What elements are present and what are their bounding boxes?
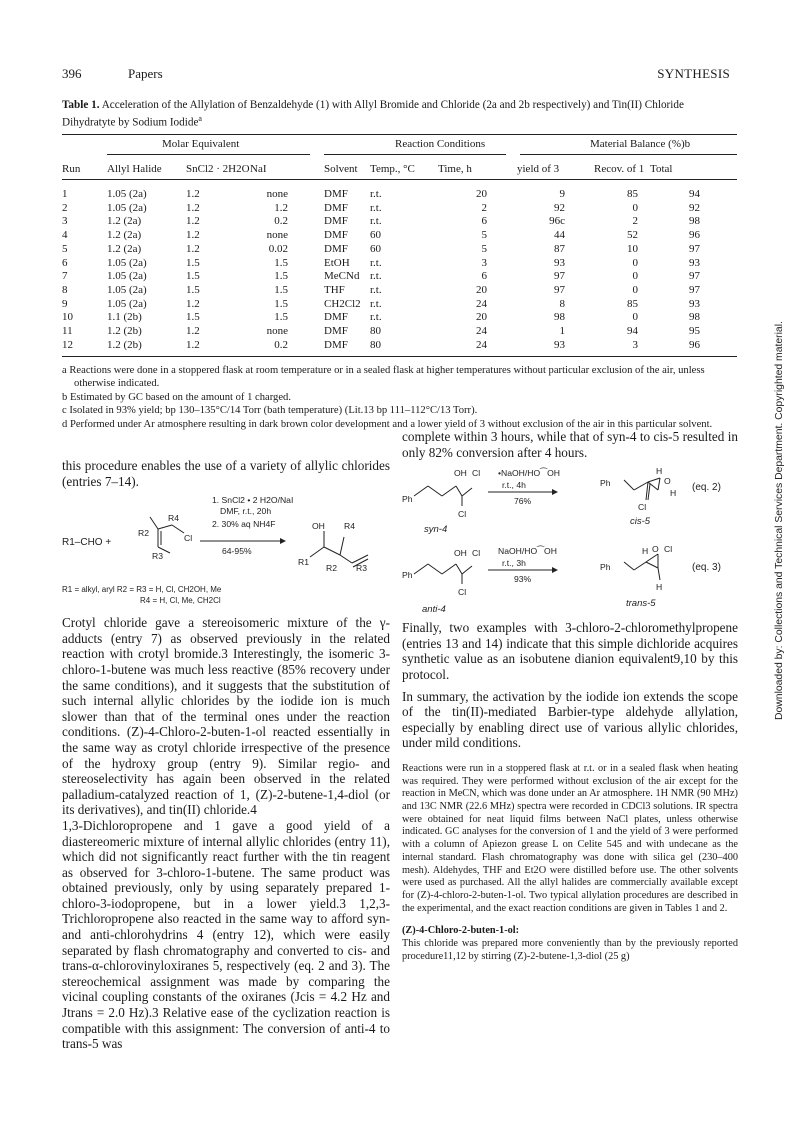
table-cell: MeCNd (324, 270, 360, 283)
table-cell: 5 (481, 242, 487, 255)
scheme-1-reagent-1: 1. SnCl2 • 2 H2O/NaI (212, 495, 294, 506)
table-cell: 1.2 (2a) (107, 215, 142, 228)
table-cell: DMF (324, 325, 348, 337)
table-cell: 80 (370, 325, 381, 337)
table-cell: 1.2 (2b) (107, 338, 142, 351)
scheme-1-product-r1: R1 (298, 557, 309, 568)
eq2-product-h: H (656, 466, 663, 477)
page-number: 396 (62, 66, 82, 81)
table-cell: 24 (476, 338, 487, 351)
eq2-start-label: syn-4 (424, 524, 448, 536)
eq2-product-ph: Ph (600, 478, 611, 489)
right-paragraph-1: complete within 3 hours, while that of syn-4 to cis-5 resulted in only 82% conversion after 4 hours. (402, 429, 738, 460)
eq3-cl: Cl (458, 587, 467, 598)
table-cell: 1.5 (274, 311, 288, 324)
data-table (62, 134, 737, 356)
table-cell: 93 (554, 256, 565, 269)
table-cell: 3 (481, 256, 487, 269)
table-cell: r.t. (370, 256, 382, 269)
footnote-c: c Isolated in 93% yield; bp 130–135°C/14 Torr (bath temperature) (Lit.13 bp 111–112°C/13 Torr). (62, 405, 478, 417)
table-cell: 52 (627, 229, 638, 242)
column-header: Run (62, 163, 81, 175)
table-caption-mark: a (198, 114, 202, 123)
scheme-1-r3: R3 (152, 551, 163, 562)
table-cell: 6 (62, 256, 68, 269)
scheme-1-oh: OH (312, 521, 325, 532)
table-cell: 1.2 (186, 215, 200, 228)
table-cell: 80 (370, 338, 381, 351)
table-cell: 20 (476, 188, 487, 200)
table-cell: EtOH (324, 256, 350, 269)
table-caption-label: Table 1. (62, 99, 100, 111)
table-cell: 1.1 (2b) (107, 311, 142, 324)
scheme-1-yield: 64-95% (222, 546, 252, 557)
table-cell: 6 (481, 270, 487, 283)
equation-2 (402, 460, 738, 540)
table-cell: 3 (632, 338, 638, 351)
table-cell: 1 (559, 325, 565, 337)
table-cell: 9 (559, 188, 565, 200)
table-cell: 7 (62, 270, 68, 283)
eq3-product-label: trans-5 (626, 598, 656, 610)
column-header: Time, h (438, 163, 472, 175)
column-header: Total (650, 163, 673, 175)
table-cell: 1.2 (274, 201, 288, 214)
table-cell: 1.05 (2a) (107, 270, 147, 283)
left-column (62, 458, 390, 1052)
scheme-1-reagent-2: DMF, r.t., 20h (220, 506, 272, 517)
table-cell: 96 (689, 338, 700, 351)
equation-3 (402, 540, 738, 620)
table-cell: THF (324, 283, 345, 296)
scheme-1-reagent-3: 2. 30% aq NH4F (212, 519, 276, 530)
table-cell: 5 (62, 242, 68, 255)
eq3-product-cl: Cl (664, 544, 673, 555)
table-cell: DMF (324, 242, 348, 255)
table-cell: 1.5 (186, 311, 200, 324)
column-header: Recov. of 1 (594, 163, 645, 175)
table-cell: 0 (632, 270, 638, 283)
table-cell: 97 (689, 270, 700, 283)
table-cell: 92 (554, 201, 565, 214)
table-cell: r.t. (370, 297, 382, 310)
table-cell: 0.2 (274, 215, 288, 228)
table-cell: CH2Cl2 (324, 297, 361, 310)
column-header: NaI (250, 163, 267, 175)
eq3-reagent-1: NaOH/HO⁀OH (498, 546, 557, 557)
table-cell: 1.2 (186, 188, 200, 200)
eq2-product-cl: Cl (638, 502, 647, 513)
table-top-rule (62, 134, 737, 135)
eq3-start-label: anti-4 (422, 604, 446, 616)
experimental-heading: (Z)-4-Chloro-2-buten-1-ol: (402, 925, 520, 937)
table-cell: 1.2 (2a) (107, 229, 142, 242)
column-header: Allyl Halide (107, 163, 162, 175)
table-cell: 4 (62, 229, 68, 242)
table-cell: 1.2 (186, 297, 200, 310)
table-cell: 1.5 (186, 283, 200, 296)
table-cell: 0.02 (268, 242, 288, 255)
table-cell: 0 (632, 283, 638, 296)
table-cell: 93 (689, 256, 700, 269)
eq2-reagent-1: •NaOH/HO⁀OH (498, 468, 560, 479)
table-cell: r.t. (370, 311, 382, 324)
table-cell: 1.2 (186, 338, 200, 351)
footnote-d: d Performed under Ar atmosphere resulting in dark brown color development and a lower yield of 3 without exclusion of the air in this particular solvent. (62, 418, 713, 430)
group-header-molar: Molar Equivalent (162, 138, 240, 150)
table-cell: 1.5 (186, 270, 200, 283)
table-cell: 1.05 (2a) (107, 283, 147, 296)
eq2-product-h2: H (670, 488, 677, 499)
scheme-1-product-r3: R3 (356, 563, 367, 574)
left-paragraph-1: this procedure enables the use of a variety of allylic chlorides (entries 7–14). (62, 458, 390, 489)
table-cell: 95 (689, 325, 700, 337)
eq3-oh: OH (454, 548, 467, 559)
scheme-1 (62, 489, 390, 615)
equation-2-structures (402, 460, 738, 540)
table-cell: r.t. (370, 188, 382, 200)
experimental-paragraph-2: This chloride was prepared more conveniently than by the previously reported procedure11,12 by stirring (Z)-2-butene-1,3-diol (25 g) (402, 938, 738, 962)
group-rule-balance (520, 154, 737, 155)
table-cell: 24 (476, 325, 487, 337)
table-cell: none (266, 325, 288, 337)
right-paragraph-2: Finally, two examples with 3-chloro-2-chloromethylpropene (entries 13 and 14) indicate that this simple dichloride acquires synthetic value as an isobutene dianion equivalent9,10 by this protocol. (402, 620, 738, 682)
group-header-conditions: Reaction Conditions (395, 138, 486, 150)
table-cell: DMF (324, 188, 348, 200)
scheme-1-cl: Cl (184, 533, 193, 544)
table-cell: r.t. (370, 283, 382, 296)
column-header: Solvent (324, 163, 358, 175)
table-cell: none (266, 188, 288, 200)
eq3-product-ph: Ph (600, 562, 611, 573)
table-cell: 94 (689, 188, 700, 200)
table-cell: r.t. (370, 215, 382, 228)
eq2-product-o: O (664, 476, 671, 487)
table-cell: 1.05 (2a) (107, 188, 147, 200)
eq2-cl-top: Cl (472, 468, 481, 479)
table-cell: 97 (689, 283, 700, 296)
table-cell: 98 (689, 311, 700, 324)
column-header: SnCl2 · 2H2O (186, 163, 250, 175)
eq2-yield: 76% (514, 496, 532, 507)
scheme-1-product-r2: R2 (326, 563, 337, 574)
table-caption (62, 98, 737, 130)
table-cell: 1.05 (2a) (107, 256, 147, 269)
table-cell: 6 (481, 215, 487, 228)
table-cell: 93 (554, 338, 565, 351)
table-cell: 0 (632, 201, 638, 214)
table-cell: 0.2 (274, 338, 288, 351)
column-header: yield of 3 (517, 163, 560, 175)
experimental-paragraph: Reactions were run in a stoppered flask at r.t. or in a sealed flask when heating was required. They were performed without exclusion of the air except for the reaction in MeCN, which was done under an Ar atmosphere. 1H NMR (90 MHz) and 13C NMR (22.6 MHz) spectra were recorded in CDCl3 solutions. IR spectra were obtained for neat liquid films between NaCl plates, unless otherwise indicated. GC analyses for the conversion of 1 and the yield of 3 were performed with a column of Apiezon grease L on Celite 545 and with undecane as the internal standard. Flash chromatography was done with silica gel (230–400 mesh). Aldehydes, THF and Et2O were distilled before use. The other solvents were used as purchased. All the allyl halides are commercially available except for (Z)-4-chloro-2-buten-1-ol. Two typical allylation procedures are described in the experimental, and the exact reaction conditions are given in Tables 1 and 2. (402, 762, 738, 914)
table-cell: 60 (370, 242, 381, 255)
table-cell: 97 (554, 270, 565, 283)
table-cell: 1.5 (274, 297, 288, 310)
table-cell: 1.2 (186, 242, 200, 255)
eq2-product-label: cis-5 (630, 516, 651, 528)
table-cell: 87 (554, 242, 565, 255)
table-cell: none (266, 229, 288, 242)
right-paragraph-3: In summary, the activation by the iodide ion extends the scope of the tin(II)-mediated Barbier-type aldehyde allylation, especially by enabling direct use of various allylic chlorides, under mild conditions. (402, 688, 738, 751)
table-cell: r.t. (370, 201, 382, 214)
table-cell: 24 (476, 297, 487, 310)
table-cell: 5 (481, 229, 487, 242)
group-rule-molar (107, 154, 310, 155)
table-cell: 44 (554, 229, 565, 242)
table-cell: 8 (62, 283, 68, 296)
table-cell: DMF (324, 215, 348, 228)
eq3-yield: 93% (514, 574, 532, 585)
table-cell: r.t. (370, 270, 382, 283)
eq2-number: (eq. 2) (692, 482, 721, 494)
table-cell: DMF (324, 311, 348, 324)
table-cell: 1.2 (186, 325, 200, 337)
table-cell: 1.2 (186, 229, 200, 242)
group-header-balance: Material Balance (%)b (590, 138, 691, 150)
table-cell: 92 (689, 201, 700, 214)
left-paragraph-3: 1,3-Dichloropropene and 1 gave a good yield of a diastereomeric mixture of internal allylic chlorides (entry 11), which did not significantly react further with the tin reagent as observed for 3-chloro-1-butene. The same product was obtained previously, only by using separately prepared 1-chloro-3-iodopropene, but in a lower yield.3 1,2,3-Trichloropropene also reacted in the same way to afford syn- and anti-chlorohydrins 4 (entry 12), which were easily separated by flash chromatography and converted to cis- and trans-α-chlorovinyloxiranes 5, respectively (eq. 2 and 3). The stereochemical assignment was made by comparing the vicinal coupling constants of the oxiranes (Jcis = 4.2 Hz and Jtrans = 2.0 Hz).3 Relative ease of the cyclization reaction is compatible with this assignment: The conversion of anti-4 to trans-5 was (62, 817, 390, 1052)
footnote-a: a Reactions were done in a stoppered flask at room temperature or in a sealed flask at higher temperatures without particular exclusion of the air, unless otherwise indicated. (62, 365, 705, 390)
table-cell: 94 (627, 325, 638, 337)
table-cell: 1 (62, 188, 68, 200)
table-cell: 98 (554, 311, 565, 324)
eq2-oh: OH (454, 468, 467, 479)
journal-name: SYNTHESIS (657, 66, 730, 81)
scheme-1-aldehyde: R1–CHO + (62, 537, 112, 549)
eq3-product-h: H (642, 546, 649, 557)
eq2-reagent-2: r.t., 4h (502, 480, 526, 491)
eq2-ph: Ph (402, 494, 413, 505)
table-caption-text: Acceleration of the Allylation of Benzaldehyde (1) with Allyl Bromide and Chloride (2a and 2b respectively) and Tin(II) Chloride Dihydratyte by Sodium Iodide (62, 99, 684, 129)
table-cell: 96c (549, 215, 565, 228)
table-header-rule (62, 179, 737, 180)
group-rule-conditions (324, 154, 506, 155)
table-cell: 1.5 (186, 256, 200, 269)
left-paragraph-2: Crotyl chloride gave a stereoisomeric mixture of the γ-adducts (entry 7) as observed previously in the related reaction with crotyl bromide.3 Interestingly, the isomeric 3-chloro-1-butene was much less reactive (85% recovery under the same conditions), and it suggests that the substitution of such internal allylic chlorides by the iodide ion is much slower than that of the terminal ones under the reaction conditions. (Z)-4-Chloro-2-buten-1-ol reacted essentially in the same way as crotyl chloride irrespective of the presence of the hydroxy group (entry 9). Similar regio- and stereoselectivity has again been observed in the related palladium-catalyzed reaction of 1, (Z)-2-butene-1,4-diol (or its derivatives), and tin(II) chloride.4 (62, 615, 390, 818)
eq3-ph: Ph (402, 570, 413, 581)
scheme-1-legend-1: R1 = alkyl, aryl R2 = R3 = H, Cl, CH2OH, Me (62, 585, 222, 595)
table-cell: 10 (62, 311, 73, 324)
table-cell: 1.05 (2a) (107, 201, 147, 214)
table-cell: 97 (554, 283, 565, 296)
table-cell: 8 (559, 297, 565, 310)
scheme-1-r2: R2 (138, 528, 149, 539)
table-cell: 20 (476, 283, 487, 296)
table-cell: 97 (689, 242, 700, 255)
eq2-cl: Cl (458, 509, 467, 520)
table-cell: 2 (62, 201, 68, 214)
table-cell: 1.05 (2a) (107, 297, 147, 310)
table-bottom-rule (62, 356, 737, 357)
eq3-reagent-2: r.t., 3h (502, 558, 526, 569)
table-cell: 1.5 (274, 270, 288, 283)
table-cell: 1.5 (274, 256, 288, 269)
table-cell: 0 (632, 256, 638, 269)
table-cell: 12 (62, 338, 73, 351)
table-cell: 1.2 (2a) (107, 242, 142, 255)
table-cell: 0 (632, 311, 638, 324)
table-cell: 1.5 (274, 283, 288, 296)
section-name: Papers (128, 66, 163, 81)
table-cell: 96 (689, 229, 700, 242)
table-cell: DMF (324, 229, 348, 242)
table-cell: 11 (62, 325, 73, 337)
table-cell: 98 (689, 215, 700, 228)
table-cell: 85 (627, 188, 638, 200)
eq3-product-h2: H (656, 582, 663, 593)
table-cell: 1.2 (186, 201, 200, 214)
scheme-1-product-r4: R4 (344, 521, 355, 532)
table-cell: DMF (324, 201, 348, 214)
scheme-1-legend-2: R4 = H, Cl, Me, CH2Cl (140, 596, 221, 606)
right-column (402, 429, 738, 963)
table-cell: 10 (627, 242, 638, 255)
table-cell: 60 (370, 229, 381, 242)
footnote-b: b Estimated by GC based on the amount of 1 charged. (62, 391, 291, 403)
table-cell: 85 (627, 297, 638, 310)
download-notice (752, 160, 785, 720)
download-notice-text: Downloaded by: Collections and Technical Services Department. Copyrighted material. (774, 321, 785, 720)
equation-3-structures (402, 540, 738, 620)
eq3-number: (eq. 3) (692, 562, 721, 574)
eq3-product-o: O (652, 544, 659, 555)
table-cell: 2 (481, 201, 487, 214)
table-cell: 1.2 (2b) (107, 325, 142, 337)
table-cell: 3 (62, 215, 68, 228)
table-footnotes (62, 364, 737, 431)
table-cell: 9 (62, 297, 68, 310)
table-cell: 20 (476, 311, 487, 324)
table-cell: 2 (632, 215, 638, 228)
column-header: Temp., °C (370, 163, 415, 175)
scheme-1-r4: R4 (168, 513, 179, 524)
table-cell: DMF (324, 338, 348, 351)
table-cell: 93 (689, 297, 700, 310)
eq3-cl-top: Cl (472, 548, 481, 559)
